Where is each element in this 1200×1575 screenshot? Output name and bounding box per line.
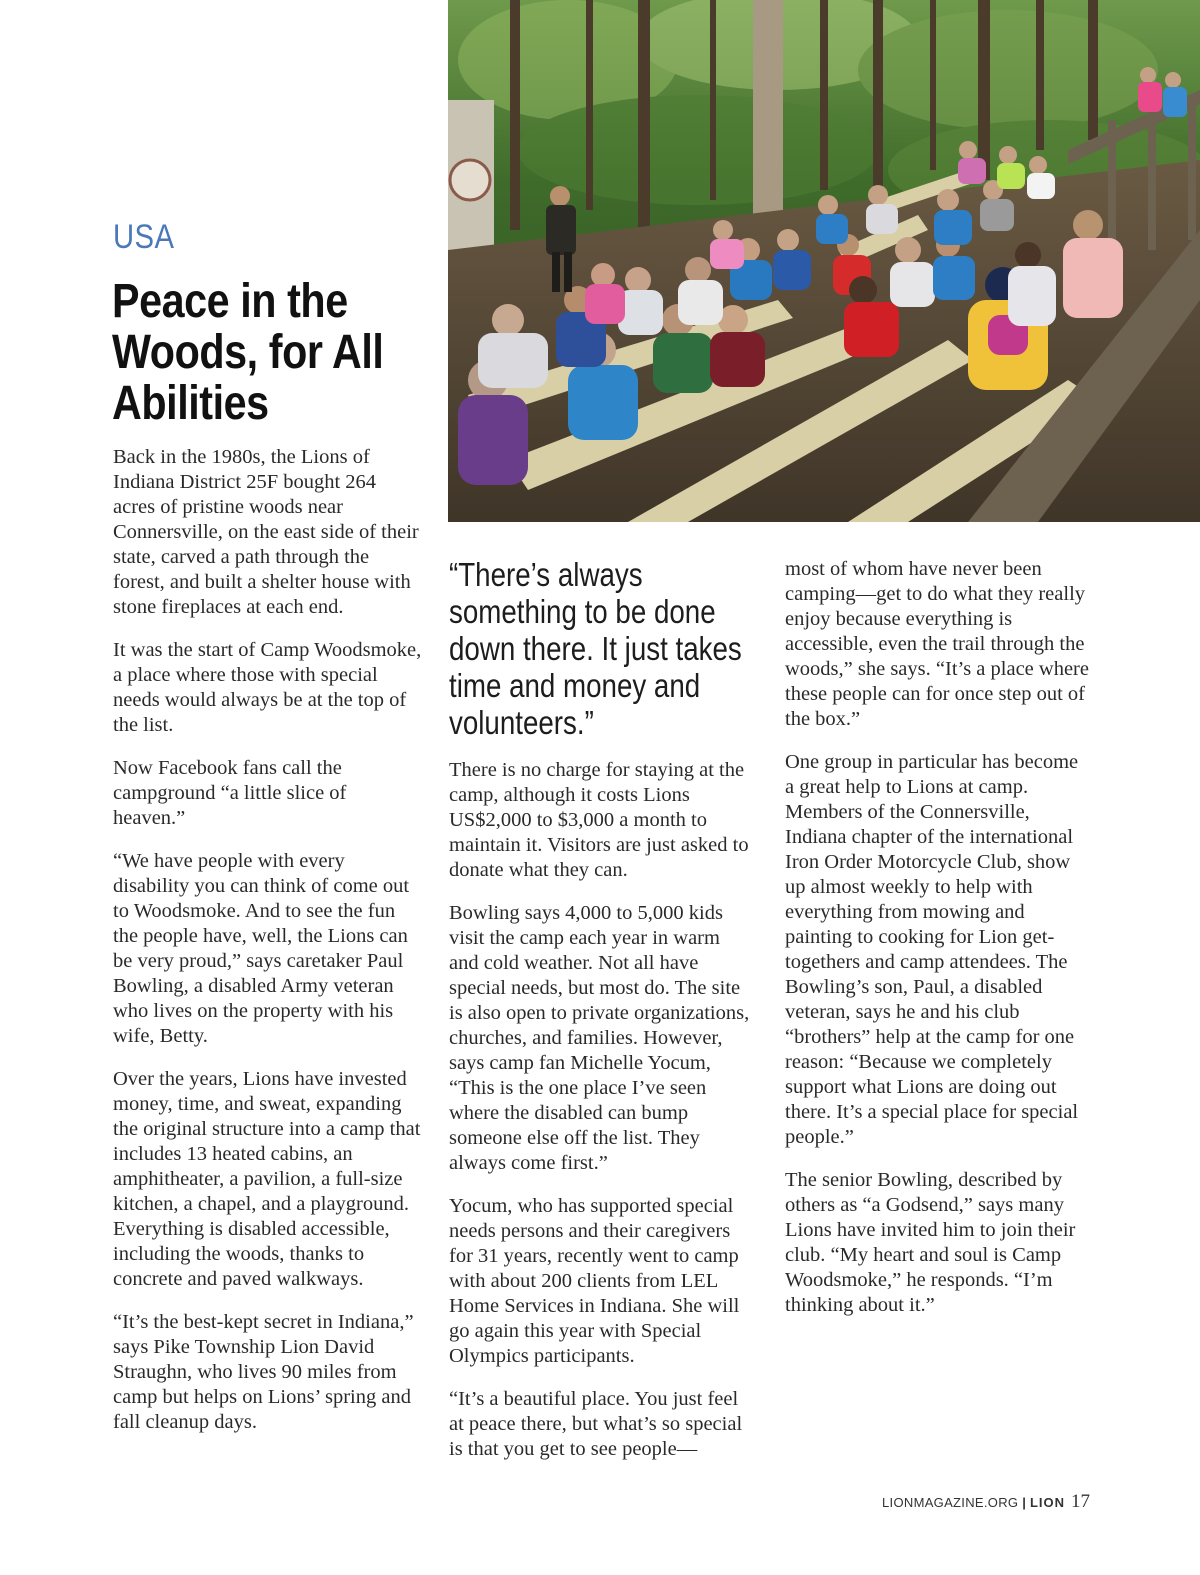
column-3 [785, 557, 1090, 1336]
paragraph: The senior Bowling, described by others as “a Godsend,” says many Lions have invited him to join their club. “My heart and soul is Camp Woodsmoke,” he responds. “I’m thinking about it.” [785, 1169, 1076, 1316]
paragraph: Over the years, Lions have invested money, time, and sweat, expanding the original structure into a camp that includes 13 heated cabins, an amphitheater, a pavilion, a full-size kitchen, a chapel, and a playground. Everything is disabled accessible, including the woods, thanks to concrete and paved walkways. [113, 1068, 421, 1290]
article-title: Peace in the Woods, for All Abilities [112, 275, 384, 430]
magazine-name: LION [1029, 1495, 1065, 1510]
paragraph: “It’s a beautiful place. You just feel at peace there, but what’s so special is that you get to see people— [449, 1388, 743, 1460]
amphitheater-photo [448, 0, 1200, 522]
paragraph: “We have people with every disability you can think of come out to Woodsmoke. And to see the fun the people have, well, the Lions can be very proud,” says caretaker Paul Bowling, a disabled Army veteran who lives on the property with his wife, Betty. [113, 850, 410, 1047]
pull-quote: “There’s always something to be done down there. It just takes time and money and volunteers.” [449, 556, 742, 741]
page-number: 17 [1071, 1491, 1090, 1512]
paragraph: most of whom have never been camping—get to do what they really enjoy because everything is accessible, even the trail through the woods,” she says. “It’s a place where these people can for once step out of the box.” [785, 558, 1089, 730]
paragraph: Back in the 1980s, the Lions of Indiana District 25F bought 264 acres of pristine woods near Connersville, on the east side of their state, carved a path through the forest, and built a shelter house with stone fireplaces at each end. [113, 446, 419, 618]
paragraph: Bowling says 4,000 to 5,000 kids visit the camp each year in warm and cold weather. Not all have special needs, but most do. The site is also open to private organizations, churches, and families. However, says camp fan Michelle Yocum, “This is the one place I’ve seen where the disabled can bump someone else off the list. They always come first.” [449, 902, 750, 1174]
footer-separator: | [1022, 1495, 1026, 1510]
paragraph: There is no charge for staying at the camp, although it costs Lions US$2,000 to $3,000 a month to maintain it. Visitors are just asked to donate what they can. [449, 759, 749, 881]
paragraph: One group in particular has become a great help to Lions at camp. Members of the Connersville, Indiana chapter of the international Iron Order Motorcycle Club, show up almost weekly to help with everything from mowing and painting to cooking for Lion get-togethers and camp attendees. The Bowling’s son, Paul, a disabled veteran, says he and his club “brothers” help at the camp for one reason: “Because we completely support what Lions are doing out there. It’s a special place for special people.” [785, 751, 1079, 1148]
paragraph: Now Facebook fans call the campground “a little slice of heaven.” [113, 757, 347, 829]
column-1 [113, 445, 423, 1453]
website-link[interactable]: LIONMAGAZINE.ORG [882, 1495, 1019, 1510]
column-2 [449, 758, 754, 1480]
section-kicker: USA [113, 218, 175, 256]
page-footer [880, 1491, 1090, 1513]
paragraph: It was the start of Camp Woodsmoke, a place where those with special needs would always be at the top of the list. [113, 639, 422, 736]
paragraph: Yocum, who has supported special needs persons and their caregivers for 31 years, recently went to camp with about 200 clients from LEL Home Services in Indiana. She will go again this year with Special Olympics participants. [449, 1195, 740, 1367]
paragraph: “It’s the best-kept secret in Indiana,” says Pike Township Lion David Straughn, who lives 90 miles from camp but helps on Lions’ spring and fall cleanup days. [113, 1311, 414, 1433]
